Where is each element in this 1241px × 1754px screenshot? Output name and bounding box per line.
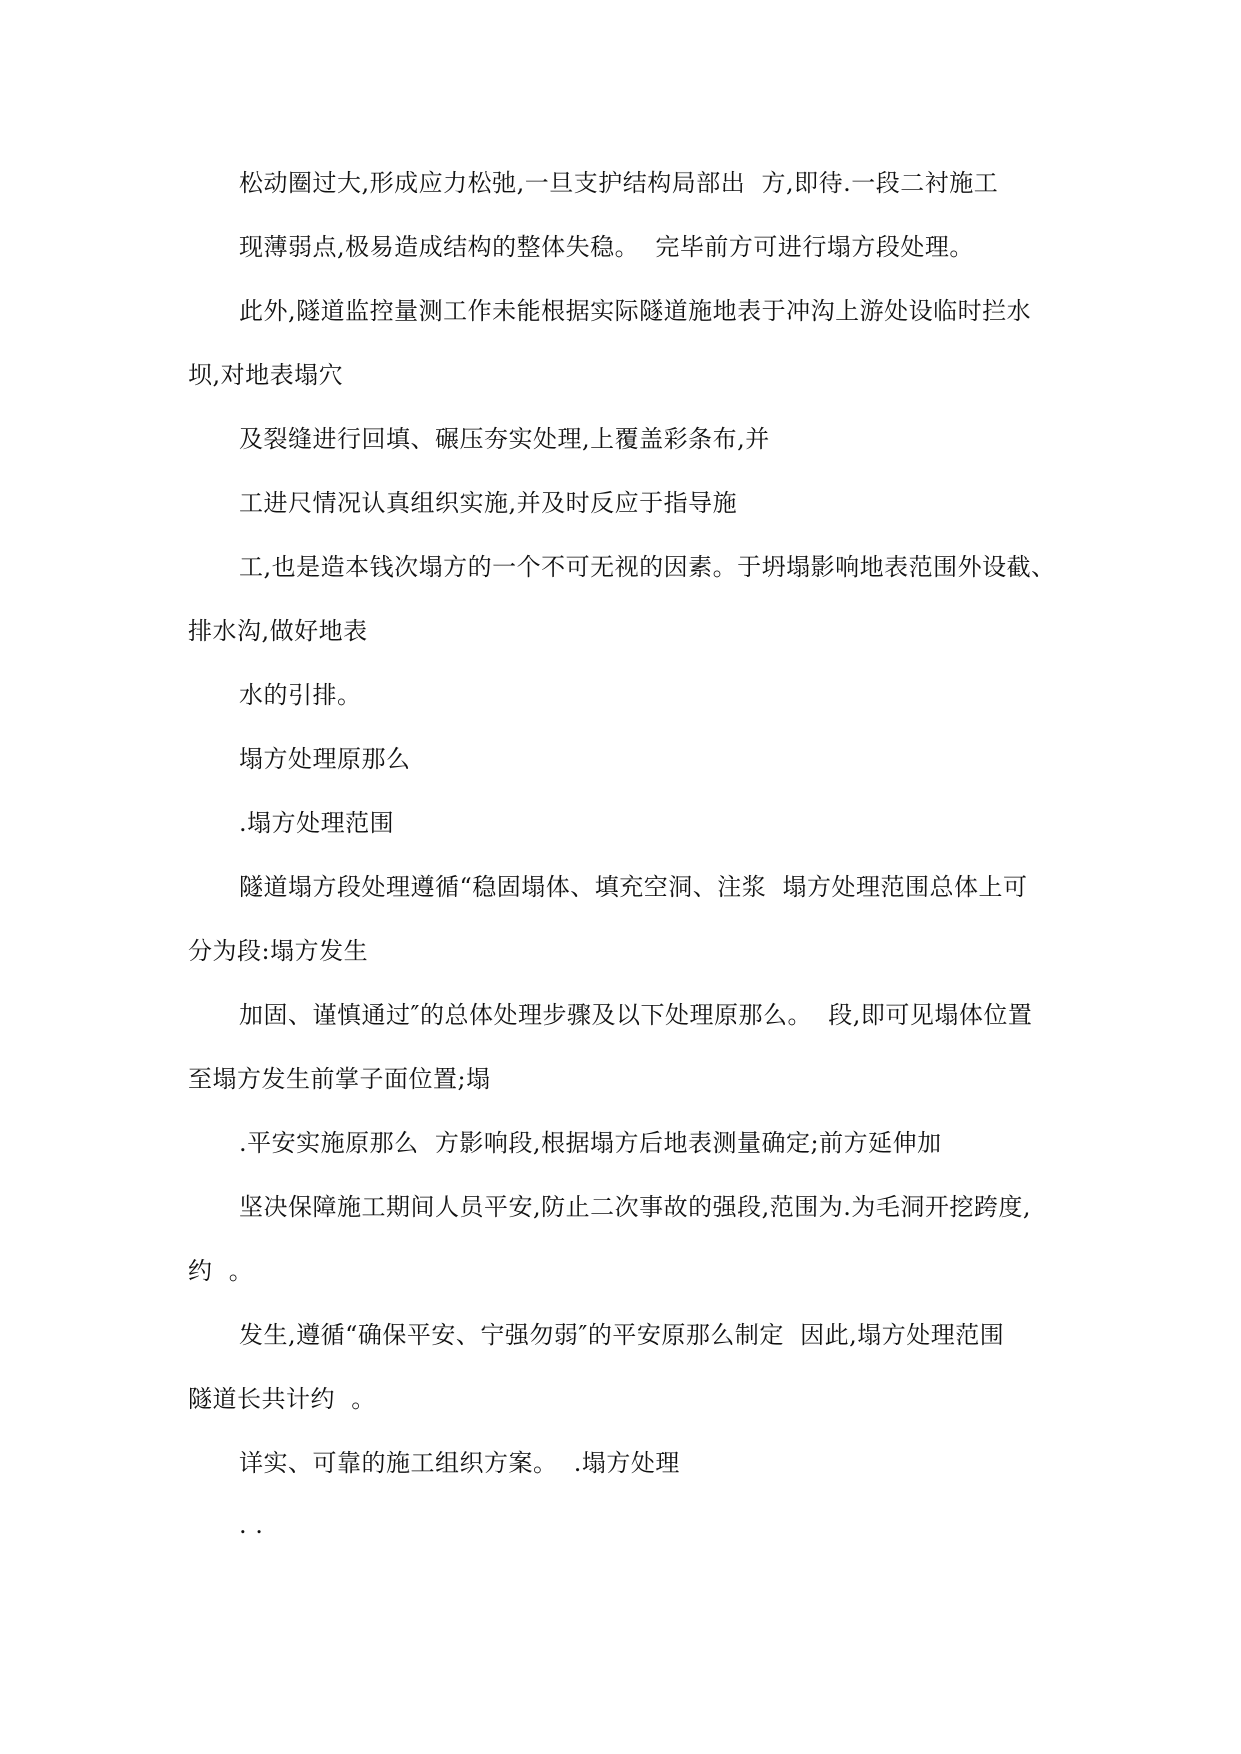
text-line: 此外,隧道监控量测工作未能根据实际隧道施地表于冲沟上游处设临时拦水 — [239, 297, 1032, 325]
text-line: 坚决保障施工期间人员平安,防止二次事故的强段,范围为.为毛洞开挖跨度, — [239, 1193, 1032, 1221]
text-line: 加固、谨慎通过″的总体处理步骤及以下处理原那么。 段,即可见塌体位置 — [239, 1001, 1033, 1029]
text-line: 现薄弱点,极易造成结构的整体失稳。 完毕前方可进行塌方段处理。 — [239, 233, 974, 261]
text-line: 工进尺情况认真组织实施,并及时反应于指导施 — [239, 489, 738, 517]
text-line: 至塌方发生前掌子面位置;塌 — [188, 1065, 491, 1093]
text-line: 隧道长共计约 。 — [188, 1385, 376, 1413]
text-line: .平安实施原那么 方影响段,根据塌方后地表测量确定;前方延伸加 — [239, 1129, 942, 1157]
text-line: 排水沟,做好地表 — [188, 617, 368, 645]
text-line: 坝,对地表塌穴 — [188, 361, 344, 389]
text-line: . . — [239, 1511, 264, 1539]
text-line: 发生,遵循“确保平安、宁强勿弱″的平安原那么制定 因此,塌方处理范围 — [239, 1321, 1005, 1349]
text-line: 水的引排。 — [239, 681, 362, 709]
text-line: 工,也是造本钱次塌方的一个不可无视的因素。于坍塌影响地表范围外设截、 — [239, 553, 1056, 581]
section-heading: .塌方处理范围 — [239, 809, 395, 837]
text-line: 松动圈过大,形成应力松弛,一旦支护结构局部出 方,即待.一段二衬施工 — [239, 169, 999, 197]
text-line: 分为段:塌方发生 — [188, 937, 369, 965]
text-line: 隧道塌方段处理遵循“稳固塌体、填充空洞、注浆 塌方处理范围总体上可 — [239, 873, 1028, 901]
text-line: 约 。 — [188, 1257, 254, 1285]
text-line: 详实、可靠的施工组织方案。 .塌方处理 — [239, 1449, 680, 1477]
section-heading: 塌方处理原那么 — [239, 745, 411, 773]
text-line: 及裂缝进行回填、碾压夯实处理,上覆盖彩条布,并 — [239, 425, 770, 453]
